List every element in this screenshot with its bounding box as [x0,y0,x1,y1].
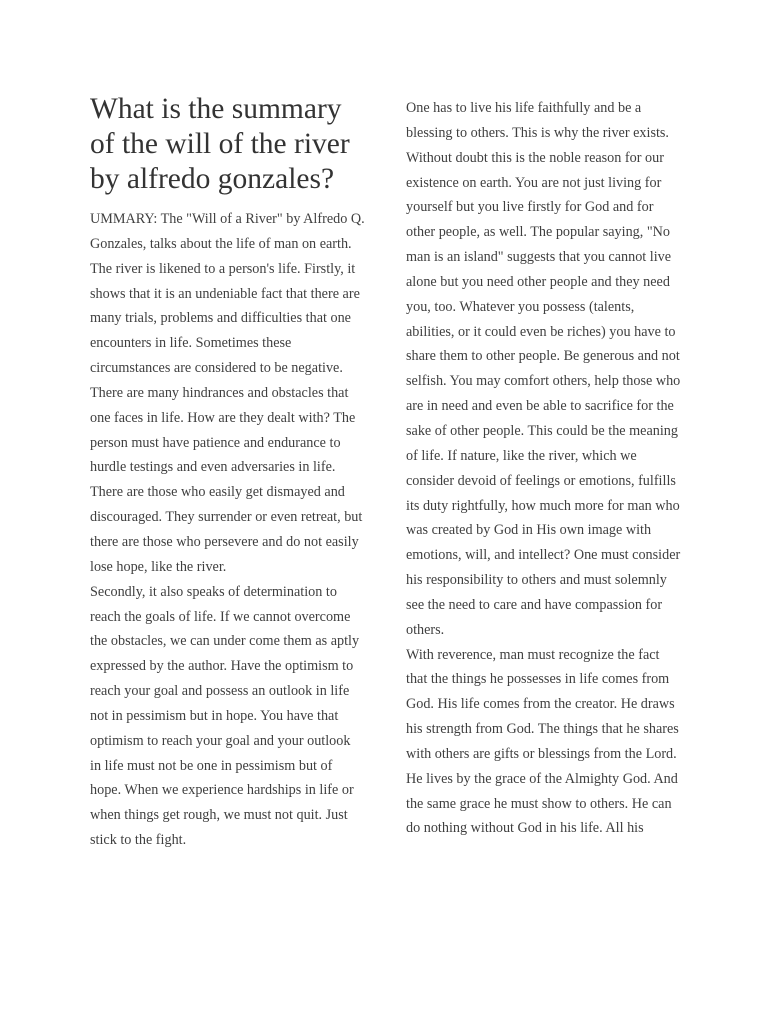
right-column [406,96,682,841]
summary-paragraph-1: UMMARY: The "Will of a River" by Alfredo Q. Gonzales, talks about the life of man on earth. The river is likened to a person's life. Firstly, it shows that it is an undeniable fact that there are many trials, problems and difficulties that one encounters in life. Sometimes these circumstances are considered to be negative. There are many hindrances and obstacles that one faces in life. How are they dealt with? The person must have patience and endurance to hurdle testings and even adversaries in life. There are those who easily get dismayed and discouraged. They surrender or even retreat, but there are those who persevere and do not easily lose hope, like the river. [90,211,365,575]
summary-paragraph-3: One has to live his life faithfully and be a blessing to others. This is why the river exists. Without doubt this is the noble reason for our existence on earth. You are not just living for yourself but you live firstly for God and for other people, as well. The popular saying, "No man is an island" suggests that you cannot live alone but you need other people and they need you, too. Whatever you possess (talents, abilities, or it could even be riches) you have to share them to other people. Be generous and not selfish. You may comfort others, help those who are in need and even be able to sacrifice for the sake of other people. This could be the meaning of life. If nature, like the river, which we consider devoid of feelings or emotions, fulfills its duty rightfully, how much more for man who was created by God in His own image with emotions, will, and intellect? One must consider his responsibility to others and must solemnly see the need to care and have compassion for others. [406,100,681,638]
summary-paragraph-4: With reverence, man must recognize the fact that the things he possesses in life comes from God. His life comes from the creator. He draws his strength from God. The things that he shares with others are gifts or blessings from the Lord. He lives by the grace of the Almighty God. And the same grace he must show to others. He can do nothing without God in his life. All his [406,646,679,837]
left-column [90,92,365,853]
document-title: What is the summary of the will of the river by alfredo gonzales? [90,93,350,195]
summary-paragraph-2: Secondly, it also speaks of determination to reach the goals of life. If we cannot overcome the obstacles, we can under come them as aptly expressed by the author. Have the optimism to reach your goal and possess an outlook in life not in pessimism but in hope. You have that optimism to reach your goal and your outlook in life must not be one in pessimism but of hope. When we experience hardships in life or when things get rough, we must not quit. Just stick to the fight. [90,583,360,849]
